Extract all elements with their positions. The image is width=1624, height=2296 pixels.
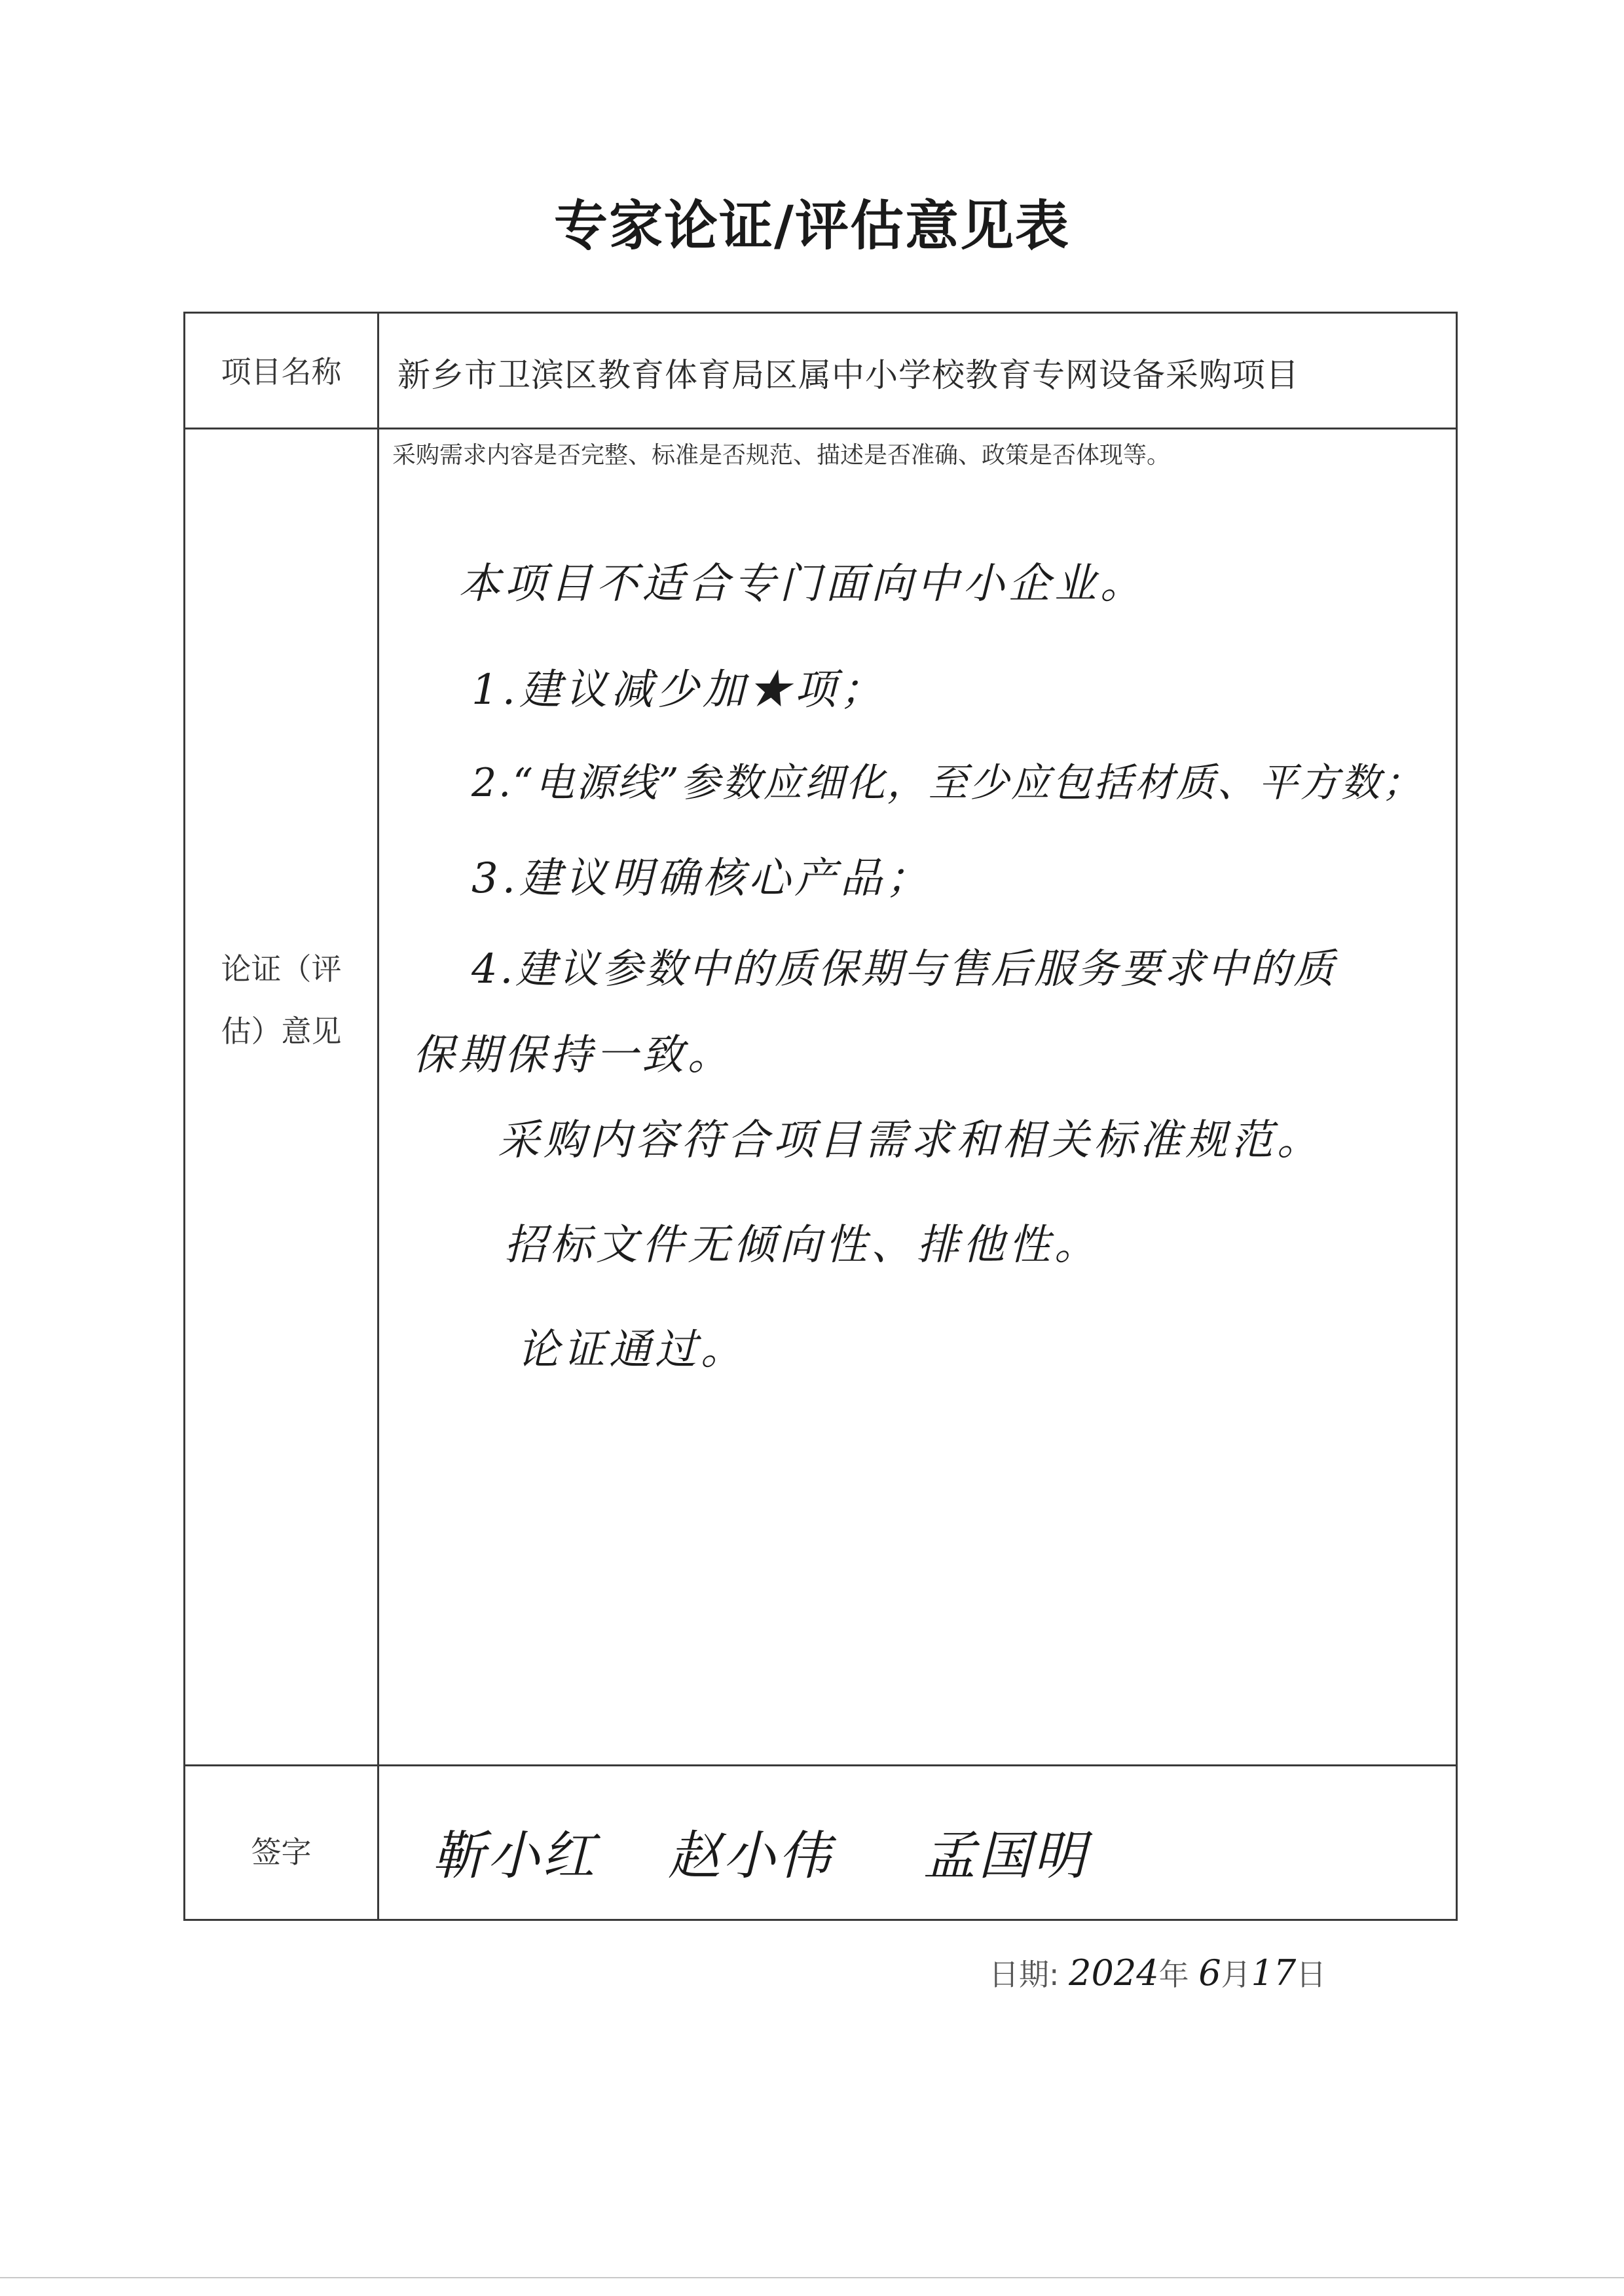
date-month: 6 xyxy=(1198,1952,1221,1994)
date-label: 日期: xyxy=(989,1957,1060,1992)
date-year-unit: 年 xyxy=(1158,1957,1189,1992)
row-divider-project xyxy=(185,428,1456,429)
column-divider xyxy=(377,314,379,1919)
scan-edge-line xyxy=(0,2277,1624,2278)
signature: 靳小红 xyxy=(432,1825,597,1886)
handwritten-line: 采购内容符合项目需求和相关标准规范。 xyxy=(498,1116,1323,1165)
opinion-label-line2: 估）意见 xyxy=(221,1013,342,1049)
opinion-label xyxy=(185,946,377,1055)
signature-label: 签字 xyxy=(251,1834,312,1870)
date-year: 2024 xyxy=(1069,1952,1159,1994)
handwritten-line: 招标文件无倾向性、排他性。 xyxy=(504,1221,1100,1269)
opinion-instruction: 采购需求内容是否完整、标准是否规范、描述是否准确、政策是否体现等。 xyxy=(392,442,1171,469)
handwritten-line: 1.建议减少加★项； xyxy=(471,666,887,714)
handwritten-line: 4.建议参数中的质保期与售后服务要求中的质 xyxy=(471,945,1337,993)
date-day: 17 xyxy=(1251,1952,1297,1994)
row-divider-signature xyxy=(185,1764,1456,1766)
project-name-value: 新乡市卫滨区教育体育局区属中小学校教育专网设备采购项目 xyxy=(397,356,1299,394)
date-line xyxy=(989,1951,1326,1994)
handwritten-line: 论证通过。 xyxy=(517,1326,747,1374)
signature: 赵小伟 xyxy=(668,1825,833,1886)
date-month-unit: 月 xyxy=(1221,1957,1251,1992)
signature: 孟国明 xyxy=(923,1825,1088,1886)
date-day-unit: 日 xyxy=(1296,1957,1327,1992)
handwritten-line: 本项目不适合专门面向中小企业。 xyxy=(458,560,1146,608)
handwritten-line: 保期保持一致。 xyxy=(413,1031,733,1080)
handwritten-line: 2.“电源线”参数应细化，至少应包括材质、平方数； xyxy=(471,760,1424,806)
handwritten-line: 3.建议明确核心产品； xyxy=(471,854,932,903)
project-name-label: 项目名称 xyxy=(221,354,342,390)
page-title: 专家论证/评估意见表 xyxy=(554,194,1070,257)
opinion-label-line1: 论证（评 xyxy=(221,951,342,987)
